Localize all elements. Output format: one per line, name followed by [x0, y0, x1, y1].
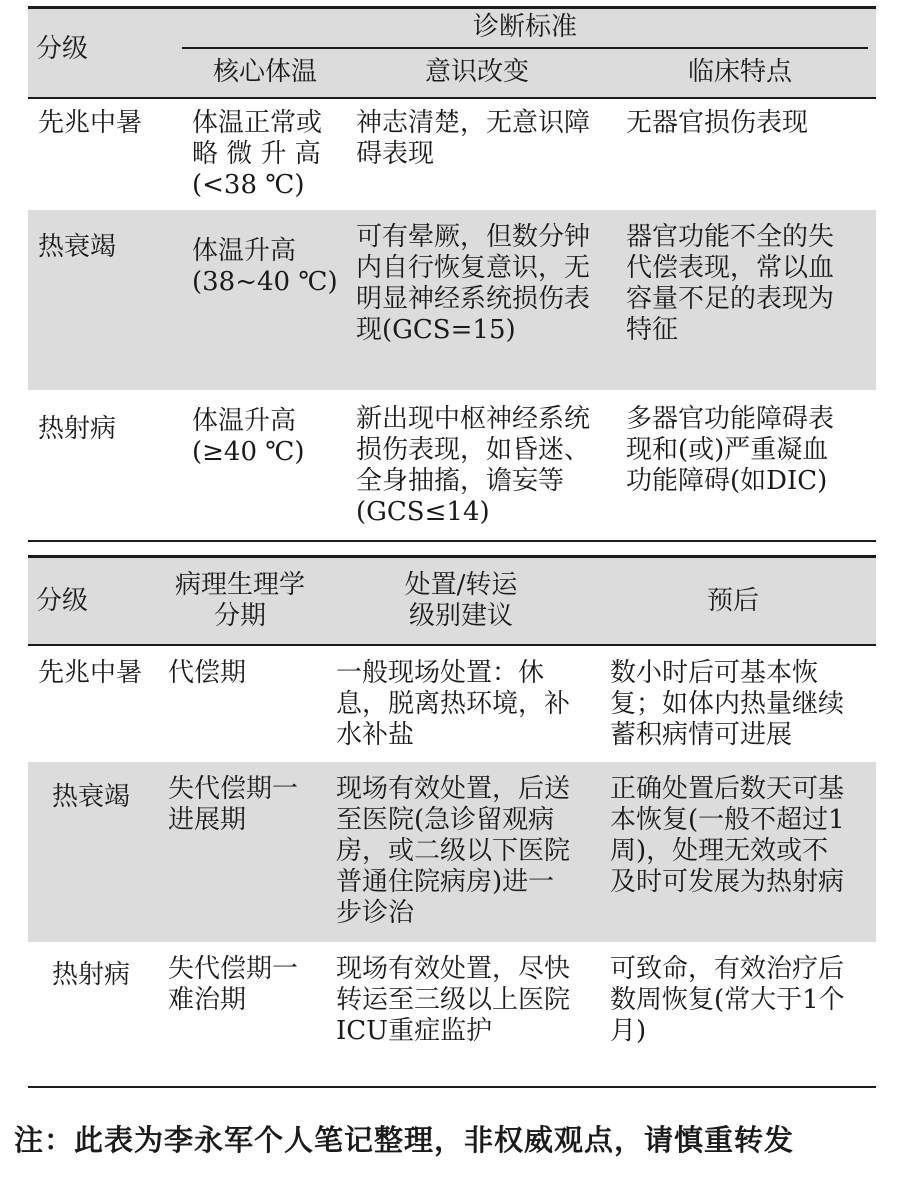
- table2-row2-disposal: 现场有效处置，后送 至医院(急诊留观病 房，或二级以下医院 普通住院病房)进一 步诊治: [336, 774, 571, 928]
- table1-row1-consciousness: 神志清楚，无意识障 碍表现: [356, 108, 591, 169]
- table1-group-rule: [182, 47, 868, 49]
- table1-row3-temp: 体温升高 (≥40 ℃): [192, 406, 305, 467]
- table1-bottom-rule: [28, 540, 876, 542]
- table2-row3-stage: 失代偿期一 难治期: [168, 954, 299, 1015]
- table2-row3-disposal: 现场有效处置，尽快 转运至三级以上医院 ICU重症监护: [336, 954, 571, 1046]
- table1-header-core-temp: 核心体温: [212, 57, 317, 87]
- table1-top-rule: [28, 6, 876, 9]
- table1-header-diagnostic-criteria: 诊断标准: [472, 12, 577, 42]
- table1-row1-features: 无器官损伤表现: [626, 108, 809, 138]
- table2-header-stage: 病理生理学 分期: [174, 570, 305, 631]
- table1-row2-features: 器官功能不全的失 代偿表现，常以血 容量不足的表现为 特征: [626, 222, 835, 345]
- table2-bottom-rule: [28, 1086, 876, 1088]
- table2-row2-grade: 热衰竭: [52, 782, 131, 812]
- table2-header-grade: 分级: [36, 586, 89, 616]
- table2-header-disposal: 处置/转运 级别建议: [404, 570, 518, 631]
- table2-row1-prognosis: 数小时后可基本恢 复；如体内热量继续 蓄积病情可进展: [610, 658, 845, 750]
- table1-row2-consciousness: 可有晕厥，但数分钟 内自行恢复意识，无 明显神经系统损伤表 现(GCS=15): [356, 222, 591, 345]
- table1-row3-consciousness: 新出现中枢神经系统 损伤表现，如昏迷、 全身抽搐，谵妄等 (GCS≤14): [356, 404, 591, 527]
- table2-header-prognosis: 预后: [706, 586, 759, 616]
- table2-row1-stage: 代偿期: [168, 658, 247, 688]
- table1-row1-temp: 体温正常或 略 微 升 高 (<38 ℃): [192, 108, 323, 200]
- footnote: 注：此表为李永军个人笔记整理，非权威观点，请慎重转发: [14, 1123, 795, 1157]
- table1-header-grade: 分级: [36, 34, 89, 64]
- table2-row2-stage: 失代偿期一 进展期: [168, 774, 299, 835]
- table2-row2-prognosis: 正确处置后数天可基 本恢复(一般不超过1 周)，处理无效或不 及时可发展为热射病: [610, 774, 845, 897]
- table1-header-features: 临床特点: [687, 57, 792, 87]
- table1-row2-grade: 热衰竭: [38, 232, 117, 262]
- table1-row2-temp: 体温升高 (38~40 ℃): [192, 236, 338, 297]
- table1-header-consciousness: 意识改变: [424, 57, 529, 87]
- table2-row1-disposal: 一般现场处置：休 息，脱离热环境，补 水补盐: [336, 658, 571, 750]
- table2-row3-grade: 热射病: [52, 960, 131, 990]
- table2-row1-grade: 先兆中暑: [38, 658, 143, 688]
- table2-header-rule: [28, 644, 876, 646]
- table2-row3-prognosis: 可致命，有效治疗后 数周恢复(常大于1个 月): [610, 954, 845, 1046]
- table1-header-rule: [28, 97, 876, 99]
- table1-row1-grade: 先兆中暑: [38, 108, 143, 138]
- table1-row3-features: 多器官功能障碍表 现和(或)严重凝血 功能障碍(如DIC): [626, 404, 835, 496]
- table1-row3-grade: 热射病: [38, 414, 117, 444]
